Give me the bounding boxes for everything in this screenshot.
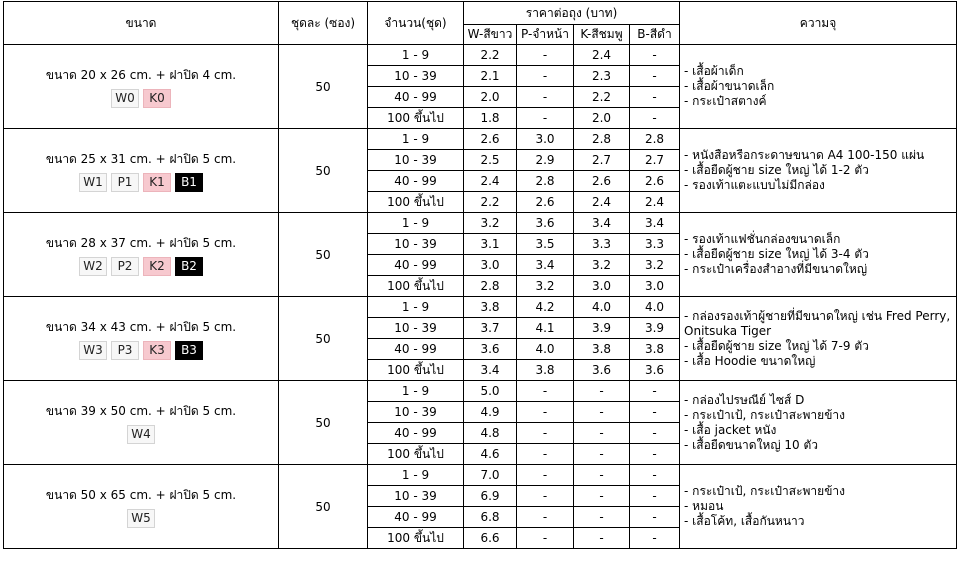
color-code-badge: K3	[143, 341, 171, 360]
color-codes	[127, 509, 155, 528]
quantity-cell: 40 - 99	[368, 339, 464, 360]
color-codes	[127, 425, 155, 444]
quantity-cell: 40 - 99	[368, 255, 464, 276]
price-black-cell: -	[630, 402, 680, 423]
size-cell	[4, 45, 279, 129]
capacity-notes	[680, 465, 957, 549]
price-printed-cell: 4.1	[517, 318, 574, 339]
capacity-note-item: - กระเป๋าเป้, กระเป๋าสะพายข้าง	[684, 484, 845, 498]
price-pink-cell: -	[574, 444, 630, 465]
price-pink-cell: 2.4	[574, 45, 630, 66]
color-codes	[79, 257, 203, 276]
price-printed-cell: 3.8	[517, 360, 574, 381]
price-pink-cell: -	[574, 381, 630, 402]
size-cell	[4, 297, 279, 381]
price-pink-cell: 3.9	[574, 318, 630, 339]
price-printed-cell: -	[517, 66, 574, 87]
price-printed-cell: -	[517, 45, 574, 66]
price-pink-cell: 2.7	[574, 150, 630, 171]
price-pink-cell: -	[574, 423, 630, 444]
size-label: ขนาด 34 x 43 cm. + ฝาปิด 5 cm.	[45, 319, 237, 334]
price-black-cell: -	[630, 528, 680, 549]
quantity-cell: 10 - 39	[368, 150, 464, 171]
table-row	[4, 465, 957, 486]
capacity-note-item: - กล่องไปรษณีย์ ไซส์ D	[684, 392, 805, 407]
price-black-cell: 3.8	[630, 339, 680, 360]
capacity-note-item: - หมอน	[684, 499, 724, 513]
price-black-cell: 3.9	[630, 318, 680, 339]
price-white-cell: 2.8	[464, 276, 517, 297]
size-label: ขนาด 25 x 31 cm. + ฝาปิด 5 cm.	[45, 151, 237, 166]
color-codes	[111, 89, 171, 108]
header-capacity: ความจุ	[680, 2, 957, 45]
price-white-cell: 5.0	[464, 381, 517, 402]
price-white-cell: 1.8	[464, 108, 517, 129]
price-printed-cell: -	[517, 486, 574, 507]
price-black-cell: 2.7	[630, 150, 680, 171]
capacity-note-item: - เสื้อผ้าขนาดเล็ก	[684, 79, 775, 93]
quantity-cell: 1 - 9	[368, 465, 464, 486]
capacity-notes	[680, 213, 957, 297]
color-code-badge: P2	[111, 257, 139, 276]
price-pink-cell: 3.4	[574, 213, 630, 234]
size-label: ขนาด 28 x 37 cm. + ฝาปิด 5 cm.	[45, 235, 237, 250]
price-printed-cell: -	[517, 87, 574, 108]
price-white-cell: 4.8	[464, 423, 517, 444]
price-black-cell: 2.6	[630, 171, 680, 192]
price-pink-cell: 2.4	[574, 192, 630, 213]
price-white-cell: 6.9	[464, 486, 517, 507]
price-white-cell: 4.6	[464, 444, 517, 465]
price-pink-cell: 3.8	[574, 339, 630, 360]
price-black-cell: 2.4	[630, 192, 680, 213]
price-white-cell: 2.6	[464, 129, 517, 150]
size-label: ขนาด 50 x 65 cm. + ฝาปิด 5 cm.	[45, 487, 237, 502]
quantity-cell: 100 ขึ้นไป	[368, 276, 464, 297]
quantity-cell: 10 - 39	[368, 66, 464, 87]
capacity-notes	[680, 381, 957, 465]
table-row	[4, 213, 957, 234]
quantity-cell: 100 ขึ้นไป	[368, 528, 464, 549]
quantity-cell: 1 - 9	[368, 45, 464, 66]
capacity-note-item: - กระเป๋าสตางค์	[684, 94, 767, 108]
capacity-note-item: - เสื้อยืดขนาดใหญ่ 10 ตัว	[684, 437, 818, 452]
price-white-cell: 3.0	[464, 255, 517, 276]
price-white-cell: 3.8	[464, 297, 517, 318]
price-black-cell: 3.3	[630, 234, 680, 255]
capacity-note-item: - กล่องรองเท้าผู้ชายที่มีขนาดใหญ่ เช่น Fred Perry, Onitsuka Tiger	[684, 308, 951, 338]
per-set-cell: 50	[279, 381, 368, 465]
price-black-cell: 3.2	[630, 255, 680, 276]
quantity-cell: 100 ขึ้นไป	[368, 108, 464, 129]
price-white-cell: 3.2	[464, 213, 517, 234]
per-set-cell: 50	[279, 213, 368, 297]
price-pink-cell: -	[574, 507, 630, 528]
color-code-badge: W4	[127, 425, 155, 444]
color-code-badge: W5	[127, 509, 155, 528]
quantity-cell: 40 - 99	[368, 171, 464, 192]
price-black-cell: -	[630, 486, 680, 507]
capacity-note-item: - รองเท้าแฟชั่นกล่องขนาดเล็ก	[684, 232, 841, 246]
price-pink-cell: 2.2	[574, 87, 630, 108]
quantity-cell: 10 - 39	[368, 402, 464, 423]
price-printed-cell: -	[517, 465, 574, 486]
price-pink-cell: 2.3	[574, 66, 630, 87]
price-pink-cell: 2.6	[574, 171, 630, 192]
price-printed-cell: 3.2	[517, 276, 574, 297]
capacity-note-item: - เสื้อ Hoodie ขนาดใหญ่	[684, 353, 816, 368]
price-black-cell: -	[630, 507, 680, 528]
price-pink-cell: -	[574, 528, 630, 549]
price-printed-cell: 4.0	[517, 339, 574, 360]
price-white-cell: 6.8	[464, 507, 517, 528]
price-printed-cell: 3.0	[517, 129, 574, 150]
capacity-note-item: - เสื้อยืดผู้ชาย size ใหญ่ ได้ 3-4 ตัว	[684, 247, 869, 261]
price-black-cell: -	[630, 66, 680, 87]
price-black-cell: 3.0	[630, 276, 680, 297]
header-price-group: ราคาต่อถุง (บาท)	[464, 2, 680, 25]
capacity-notes	[680, 45, 957, 129]
price-printed-cell: -	[517, 444, 574, 465]
per-set-cell: 50	[279, 297, 368, 381]
color-code-badge: W3	[79, 341, 107, 360]
per-set-cell: 50	[279, 45, 368, 129]
price-white-cell: 2.2	[464, 192, 517, 213]
size-cell	[4, 213, 279, 297]
quantity-cell: 100 ขึ้นไป	[368, 360, 464, 381]
price-printed-cell: 3.4	[517, 255, 574, 276]
price-black-cell: -	[630, 444, 680, 465]
table-row	[4, 45, 957, 66]
price-black-cell: 2.8	[630, 129, 680, 150]
size-cell	[4, 129, 279, 213]
capacity-note-item: - รองเท้าแตะแบบไม่มีกล่อง	[684, 178, 825, 192]
quantity-cell: 10 - 39	[368, 318, 464, 339]
quantity-cell: 40 - 99	[368, 507, 464, 528]
table-row	[4, 297, 957, 318]
color-code-badge: K1	[143, 173, 171, 192]
color-code-badge: W2	[79, 257, 107, 276]
per-set-cell: 50	[279, 465, 368, 549]
price-pink-cell: 3.6	[574, 360, 630, 381]
capacity-note-item: - กระเป๋าเป้, กระเป๋าสะพายข้าง	[684, 407, 845, 422]
price-white-cell: 2.5	[464, 150, 517, 171]
size-label: ขนาด 20 x 26 cm. + ฝาปิด 4 cm.	[45, 67, 237, 82]
capacity-notes	[680, 129, 957, 213]
quantity-cell: 1 - 9	[368, 129, 464, 150]
color-codes	[79, 173, 203, 192]
quantity-cell: 1 - 9	[368, 213, 464, 234]
price-pink-cell: -	[574, 402, 630, 423]
price-printed-cell: -	[517, 381, 574, 402]
size-cell	[4, 465, 279, 549]
price-white-cell: 2.0	[464, 87, 517, 108]
price-white-cell: 7.0	[464, 465, 517, 486]
color-codes	[79, 341, 203, 360]
capacity-note-item: - เสื้อ jacket หนัง	[684, 422, 777, 437]
quantity-cell: 100 ขึ้นไป	[368, 444, 464, 465]
price-printed-cell: 2.8	[517, 171, 574, 192]
table-row	[4, 381, 957, 402]
price-black-cell: 4.0	[630, 297, 680, 318]
quantity-cell: 100 ขึ้นไป	[368, 192, 464, 213]
table-row	[4, 129, 957, 150]
price-printed-cell: 3.5	[517, 234, 574, 255]
price-printed-cell: 4.2	[517, 297, 574, 318]
price-printed-cell: 2.6	[517, 192, 574, 213]
header-price-white: W-สีขาว	[464, 25, 517, 45]
price-printed-cell: -	[517, 402, 574, 423]
header-price-pink: K-สีชมพู	[574, 25, 630, 45]
price-printed-cell: 3.6	[517, 213, 574, 234]
capacity-note-item: - เสื้อโค้ท, เสื้อกันหนาว	[684, 514, 805, 528]
capacity-note-item: - เสื้อยืดผู้ชาย size ใหญ่ ได้ 7-9 ตัว	[684, 338, 869, 353]
price-pink-cell: 2.8	[574, 129, 630, 150]
price-black-cell: 3.6	[630, 360, 680, 381]
header-price-black: B-สีดำ	[630, 25, 680, 45]
color-code-badge: K0	[143, 89, 171, 108]
size-cell	[4, 381, 279, 465]
capacity-note-item: - กระเป๋าเครื่องสำอางที่มีขนาดใหญ่	[684, 262, 868, 276]
price-white-cell: 2.4	[464, 171, 517, 192]
color-code-badge: P1	[111, 173, 139, 192]
capacity-note-item: - เสื้อยืดผู้ชาย size ใหญ่ ได้ 1-2 ตัว	[684, 163, 869, 177]
price-black-cell: -	[630, 423, 680, 444]
price-pink-cell: 4.0	[574, 297, 630, 318]
price-black-cell: -	[630, 465, 680, 486]
price-printed-cell: -	[517, 108, 574, 129]
per-set-cell: 50	[279, 129, 368, 213]
price-black-cell: -	[630, 87, 680, 108]
price-printed-cell: -	[517, 423, 574, 444]
price-pink-cell: -	[574, 465, 630, 486]
color-code-badge: B3	[175, 341, 203, 360]
price-pink-cell: -	[574, 486, 630, 507]
color-code-badge: W1	[79, 173, 107, 192]
price-white-cell: 3.7	[464, 318, 517, 339]
color-code-badge: W0	[111, 89, 139, 108]
header-price-printed: P-จำหน้า	[517, 25, 574, 45]
capacity-notes	[680, 297, 957, 381]
capacity-note-item: - หนังสือหรือกระดาษขนาด A4 100-150 แผ่น	[684, 148, 925, 162]
header-quantity: จำนวน(ชุด)	[368, 2, 464, 45]
price-printed-cell: -	[517, 507, 574, 528]
quantity-cell: 1 - 9	[368, 297, 464, 318]
quantity-cell: 10 - 39	[368, 234, 464, 255]
price-black-cell: -	[630, 108, 680, 129]
price-table	[3, 1, 957, 549]
color-code-badge: B2	[175, 257, 203, 276]
price-black-cell: 3.4	[630, 213, 680, 234]
price-white-cell: 3.4	[464, 360, 517, 381]
color-code-badge: P3	[111, 341, 139, 360]
price-black-cell: -	[630, 381, 680, 402]
header-per-set: ชุดละ (ซอง)	[279, 2, 368, 45]
price-pink-cell: 3.0	[574, 276, 630, 297]
color-code-badge: K2	[143, 257, 171, 276]
price-black-cell: -	[630, 45, 680, 66]
quantity-cell: 40 - 99	[368, 87, 464, 108]
price-white-cell: 6.6	[464, 528, 517, 549]
price-white-cell: 3.6	[464, 339, 517, 360]
price-pink-cell: 2.0	[574, 108, 630, 129]
quantity-cell: 40 - 99	[368, 423, 464, 444]
quantity-cell: 10 - 39	[368, 486, 464, 507]
header-size: ขนาด	[4, 2, 279, 45]
size-label: ขนาด 39 x 50 cm. + ฝาปิด 5 cm.	[45, 403, 237, 418]
price-white-cell: 2.1	[464, 66, 517, 87]
price-white-cell: 3.1	[464, 234, 517, 255]
price-white-cell: 4.9	[464, 402, 517, 423]
price-white-cell: 2.2	[464, 45, 517, 66]
price-printed-cell: -	[517, 528, 574, 549]
price-pink-cell: 3.3	[574, 234, 630, 255]
quantity-cell: 1 - 9	[368, 381, 464, 402]
capacity-note-item: - เสื้อผ้าเด็ก	[684, 64, 744, 78]
price-printed-cell: 2.9	[517, 150, 574, 171]
price-pink-cell: 3.2	[574, 255, 630, 276]
color-code-badge: B1	[175, 173, 203, 192]
